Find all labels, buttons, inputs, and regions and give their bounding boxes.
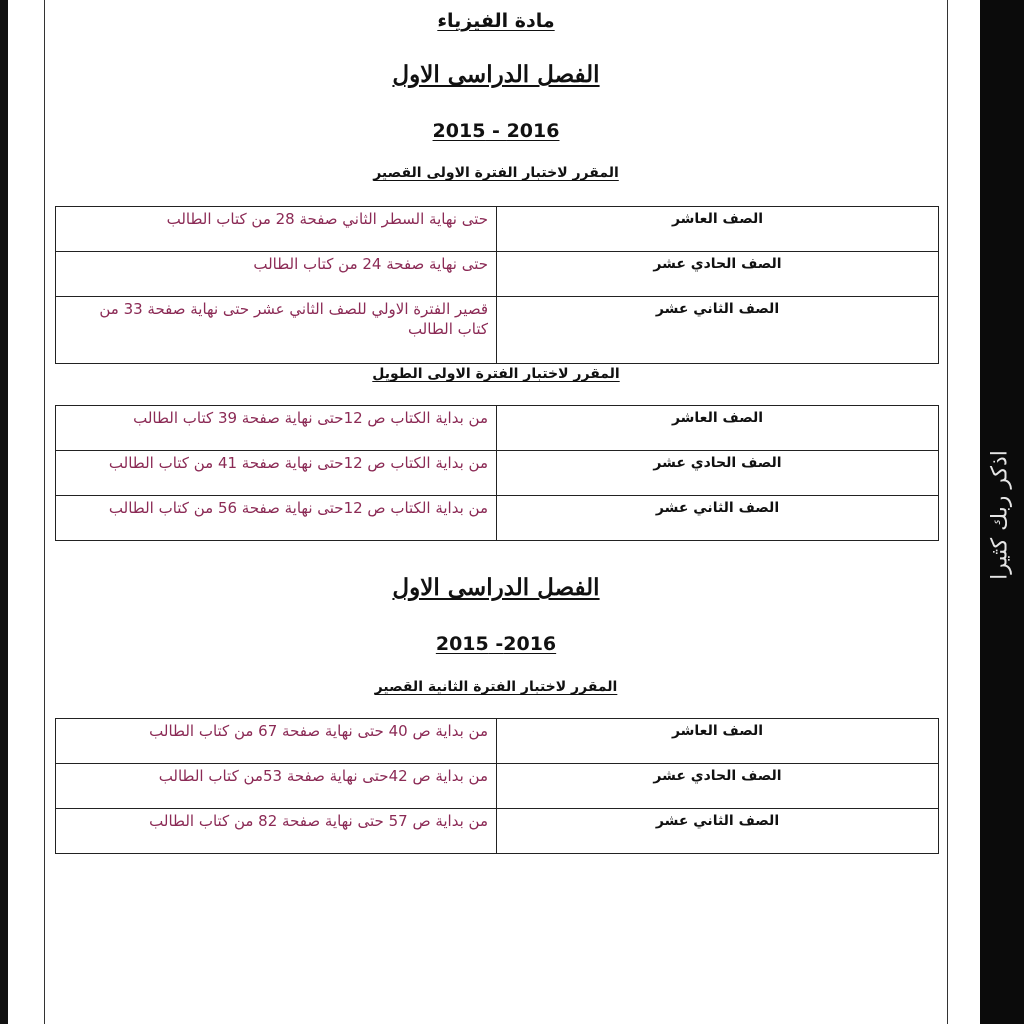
side-watermark-text: اذكر ربك كثيرا — [987, 450, 1013, 580]
grade-cell: الصف العاشر — [497, 207, 939, 252]
range-cell: من بداية ص 42حتى نهاية صفحة 53من كتاب الطالب — [56, 764, 497, 809]
range-cell: من بداية الكتاب ص 12حتى نهاية صفحة 56 من كتاب الطالب — [56, 496, 497, 541]
semester-title-2: الفصل الدراسى الاول — [392, 574, 600, 601]
long-exam-label-1: المقرر لاختبار الفترة الاولى الطويل — [372, 366, 620, 382]
grade-cell: الصف الثاني عشر — [497, 297, 939, 364]
range-cell: من بداية ص 40 حتى نهاية صفحة 67 من كتاب الطالب — [56, 719, 497, 764]
range-cell: من بداية الكتاب ص 12حتى نهاية صفحة 41 من كتاب الطالب — [56, 451, 497, 496]
academic-year-1: 2016 - 2015 — [432, 120, 560, 142]
short-exam-table-1 — [55, 206, 939, 364]
grade-cell: الصف الحادي عشر — [497, 451, 939, 496]
short-exam-table-2 — [55, 718, 939, 854]
grade-cell: الصف الحادي عشر — [497, 764, 939, 809]
range-cell: حتى نهاية السطر الثاني صفحة 28 من كتاب الطالب — [56, 207, 497, 252]
range-cell: حتى نهاية صفحة 24 من كتاب الطالب — [56, 252, 497, 297]
short-exam-label-1: المقرر لاختبار الفترة الاولى القصير — [373, 165, 619, 181]
grade-cell: الصف العاشر — [497, 406, 939, 451]
table-row — [56, 207, 939, 252]
short-exam-label-2: المقرر لاختبار الفترة الثانية القصير — [374, 679, 618, 695]
right-margin — [948, 0, 980, 1024]
table-row — [56, 406, 939, 451]
left-edge — [0, 0, 8, 1024]
range-cell: من بداية الكتاب ص 12حتى نهاية صفحة 39 كتاب الطالب — [56, 406, 497, 451]
table-row — [56, 809, 939, 854]
table-row — [56, 719, 939, 764]
long-exam-table-1 — [55, 405, 939, 541]
range-cell: قصير الفترة الاولي للصف الثاني عشر حتى نهاية صفحة 33 من كتاب الطالب — [56, 297, 497, 364]
grade-cell: الصف الثاني عشر — [497, 809, 939, 854]
table-row — [56, 496, 939, 541]
subject-title: مادة الفيزياء — [437, 10, 555, 32]
grade-cell: الصف الثاني عشر — [497, 496, 939, 541]
table-row — [56, 297, 939, 364]
range-cell: من بداية ص 57 حتى نهاية صفحة 82 من كتاب الطالب — [56, 809, 497, 854]
semester-title-1: الفصل الدراسى الاول — [392, 61, 600, 88]
grade-cell: الصف العاشر — [497, 719, 939, 764]
grade-cell: الصف الحادي عشر — [497, 252, 939, 297]
academic-year-2: 2016- 2015 — [435, 633, 557, 655]
table-row — [56, 451, 939, 496]
table-row — [56, 252, 939, 297]
table-row — [56, 764, 939, 809]
